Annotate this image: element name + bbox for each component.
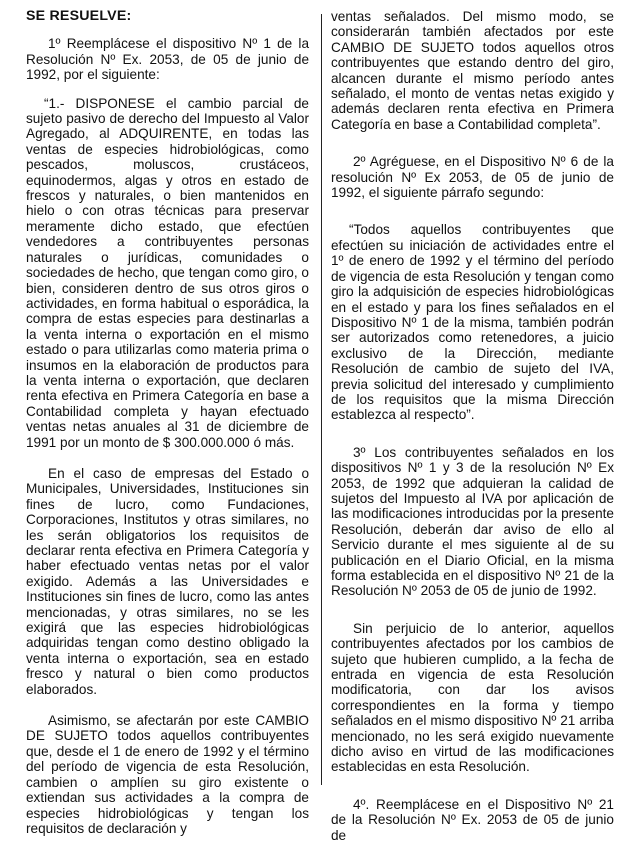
column-divider	[321, 14, 322, 785]
left-column	[26, 9, 309, 849]
right-column	[331, 9, 614, 856]
paragraph-agreguese-dispositivo-6: 2º Agréguese, en el Dispositivo Nº 6 de la resolución Nº Ex 2053, de 05 de junio de 1992, el siguiente párrafo segundo:	[331, 154, 614, 201]
paragraph-ventas-senalados: ventas señalados. Del mismo modo, se considerarán también afectados por este CAMBIO DE SUJETO todos aquellos otros contribuyentes que estando dentro del giro, alcancen durante el mismo período antes señalado, el monto de ventas netas exigido y además declaren renta efectiva en Primera Categoría en base a Contabilidad completa”.	[331, 9, 614, 132]
paragraph-replace-dispositivo-1: 1º Reemplácese el dispositivo Nº 1 de la Resolución Nº Ex. 2053, de 05 de junio de 1992, por el siguiente:	[26, 36, 309, 83]
section-heading: SE RESUELVE:	[26, 8, 132, 24]
paragraph-contribuyentes-senalados: 3º Los contribuyentes señalados en los dispositivos Nº 1 y 3 de la resolución Nº Ex 2053, de 1992 que adquieran la calidad de sujetos del Impuesto al IVA por aplicación de las modificaciones introducidas por la presente Resolución, deberán dar aviso de ello al Servicio durante el mes siguiente al de su publicación en el Diario Oficial, en la misma forma establecida en el dispositivo Nº 21 de la Resolución Nº 2053 de 05 de junio de 1992.	[331, 444, 614, 599]
paragraph-reemplacese-dispositivo-21: 4º. Reemplácese en el Dispositivo Nº 21 de la Resolución Nº Ex. 2053 de 05 de junio de	[331, 796, 614, 843]
paragraph-todos-aquellos: “Todos aquellos contribuyentes que efectúen su iniciación de actividades entre el 1º de enero de 1992 y el término del período de vigencia de esta Resolución y tengan como giro la adquisición de especies hidrobiológicas en el estado y para los fines señalados en el Dispositivo Nº 1 de la misma, también podrán ser autorizados como retenedores, a juicio exclusivo de la Dirección, mediante Resolución de cambio de sujeto del IVA, previa solicitud del interesado y cumplimiento de los requisitos que la misma Dirección establezca al respecto”.	[331, 222, 614, 423]
paragraph-dispone-cambio-sujeto: “1.- DISPONESE el cambio parcial de sujeto pasivo de derecho del Impuesto al Valor Agregado, al ADQUIRENTE, en todas las ventas de especies hidrobiológicas, como pescados, moluscos, crustáceos, equinodermos, algas y otros en estado de frescos y naturales, o bien mantenidos en hielo o con otras técnicas para preservar meramente dicho estado, que efectúen vendedores a contribuyentes personas naturales o jurídicas, comunidades o sociedades de hecho, que tengan como giro, o bien, consideren dentro de sus otros giros o actividades, en forma habitual o esporádica, la compra de estas especies para destinarlas a la venta interna o exportación en el mismo estado o para utilizarlas como materia prima o insumos en la elaboración de productos para la venta interna o exportación, que declaren renta efectiva en Primera Categoría en base a Contabilidad completa y hayan efectuado ventas netas anuales al 31 de diciembre de 1991 por un monto de $ 300.000.000 ó más.	[26, 95, 309, 450]
paragraph-sin-perjuicio: Sin perjuicio de lo anterior, aquellos contribuyentes afectados por los cambios de sujeto que hubieren cumplido, a la fecha de entrada en vigencia de esta Resolución modificatoria, con dar los avisos correspondientes en la forma y tiempo señalados en el mismo dispositivo Nº 21 arriba mencionado, no les será exigido nuevamente dicho aviso en virtud de las modificaciones establecidas en esta Resolución.	[331, 620, 614, 775]
paragraph-asimismo: Asimismo, se afectarán por este CAMBIO DE SUJETO todos aquellos contribuyentes que, desde el 1 de enero de 1992 y el término del período de vigencia de esta Resolución, cambien o amplíen su giro existente o extiendan sus actividades a la compra de especies hidrobiológicas y tengan los requisitos de declaración y	[26, 713, 309, 836]
paragraph-empresas-estado: En el caso de empresas del Estado o Municipales, Universidades, Instituciones sin fines de lucro, como Fundaciones, Corporaciones, Institutos y otras similares, no les serán obligatorios los requisitos de declarar renta efectiva en Primera Categoría y haber efectuado ventas netas por el valor exigido. Además a las Universidades e Instituciones sin fines de lucro, como las antes mencionadas, y otras similares, no se les exigirá que las especies hidrobiológicas adquiridas tengan como destino obligado la venta interna o exportación, sea en estado fresco y natural o bien como productos elaborados.	[26, 465, 309, 697]
